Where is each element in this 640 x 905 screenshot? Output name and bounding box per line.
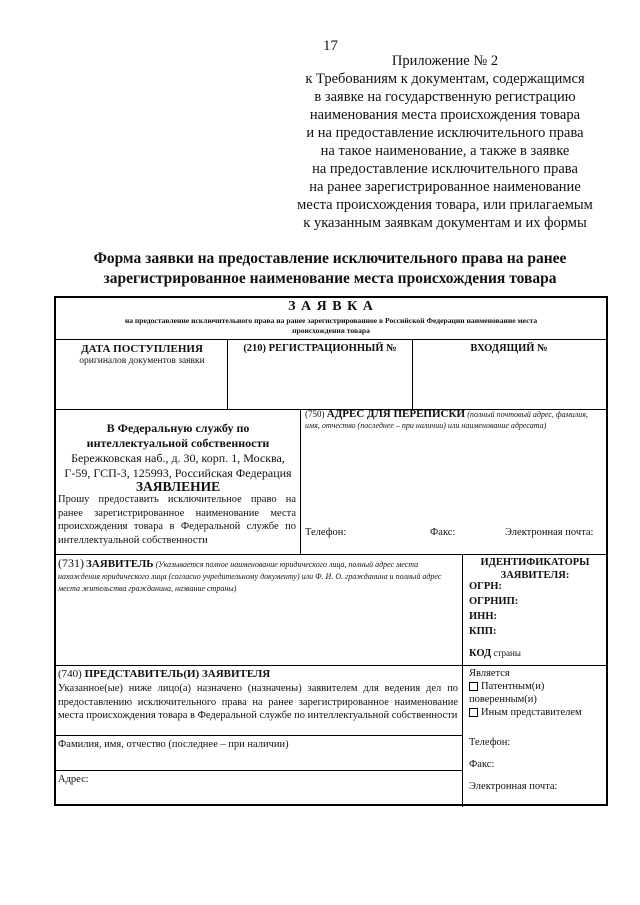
correspondence-hint: (полный почтовый адрес, фамилия, имя, отчество (последнее – при наличии) или наименование адресата) [305, 410, 588, 430]
option-patent-attorney-line2: поверенным(и) [469, 694, 537, 705]
applicant-code: (731) [58, 556, 84, 570]
representative-address-label: Адрес: [58, 774, 89, 785]
identifiers-title-line2: ЗАЯВИТЕЛЯ: [500, 570, 570, 581]
page-number: 17 [323, 38, 338, 54]
divider [300, 409, 301, 554]
registration-number-label: (210) РЕГИСТРАЦИОННЫЙ № [243, 343, 397, 354]
date-received-sublabel: оригиналов документов заявки [79, 356, 205, 366]
country-code-bold: КОД [469, 648, 492, 659]
divider [56, 665, 606, 666]
correspondence-title: АДРЕС ДЛЯ ПЕРЕПИСКИ [326, 408, 466, 420]
correspondence-fax-label: Факс: [430, 527, 456, 538]
statement-text: Прошу предоставить исключительное право на ранее зарегистрированное наименование места происхождения товара в Федеральной службе по интеллектуальной собственности [58, 494, 296, 546]
option-other-representative[interactable] [469, 707, 582, 718]
applicant-hint: (Указывается полное наименование юридического лица, полный адрес места нахождения юридического лица (согласно учредительному документу) или Ф. И. О. гражданина и полный адрес места жительства гражданина, название страны) [58, 560, 442, 593]
divider [227, 339, 228, 409]
form-title-line1: Форма заявки на предоставление исключительного права на ранее [93, 250, 567, 267]
addressee-address2: Г-59, ГСП-3, 125993, Российская Федерация [64, 466, 292, 480]
inn-label: ИНН: [469, 611, 497, 622]
appendix-line: и на предоставление исключительного права [306, 125, 584, 141]
applicant-title: ЗАЯВИТЕЛЬ [86, 558, 154, 570]
divider [56, 554, 606, 555]
appendix-line: в заявке на государственную регистрацию [314, 89, 576, 105]
representative-is-label: Является [469, 668, 510, 679]
addressee-line1: В Федеральную службу по [106, 421, 250, 435]
application-form [54, 296, 608, 806]
representative-phone-label: Телефон: [469, 737, 511, 748]
applicant-block [58, 557, 458, 595]
country-code-rest: страны [491, 648, 521, 658]
ogrnip-label: ОГРНИП: [469, 596, 519, 607]
country-code-label [469, 648, 521, 659]
applicant-identifiers-title [464, 556, 606, 582]
option-patent-attorney-label: Патентным(и) [481, 681, 545, 692]
divider [56, 735, 463, 736]
representative-title: ПРЕДСТАВИТЕЛЬ(И) ЗАЯВИТЕЛЯ [84, 668, 271, 680]
appendix-line: на такое наименование, а также в заявке [320, 143, 570, 159]
checkbox-icon[interactable] [469, 708, 478, 717]
representative-email-label: Электронная почта: [469, 781, 558, 792]
appendix-line: к указанным заявкам документам и их формы [303, 215, 587, 231]
kpp-label: КПП: [469, 626, 497, 637]
appendix-line: к Требованиям к документам, содержащимся [305, 71, 585, 87]
representative-text: Указанное(ые) ниже лицо(а) назначено (назначены) заявителем для ведения дел по предоставлению исключительного права на ранее зарегистрированное наименование места происхождения товара в Федеральной службе по интеллектуальной собственности [58, 683, 458, 721]
form-header-subtitle2: происхождения товара [292, 326, 370, 335]
addressee-line2: интеллектуальной собственности [86, 436, 270, 450]
appendix-line: на ранее зарегистрированное наименование [309, 179, 581, 195]
correspondence-address-label [305, 409, 603, 431]
checkbox-icon[interactable] [469, 682, 478, 691]
divider [56, 770, 463, 771]
appendix-title: Приложение № 2 [391, 53, 499, 69]
appendix-line: наименования места происхождения товара [309, 107, 581, 123]
divider [56, 339, 606, 340]
statement-title: ЗАЯВЛЕНИЕ [135, 479, 221, 494]
appendix-block [285, 52, 605, 232]
form-title [60, 249, 600, 289]
representative-code: (740) [58, 668, 82, 680]
appendix-line: на предоставление исключительного права [312, 161, 578, 177]
correspondence-phone-label: Телефон: [305, 527, 347, 538]
identifiers-title-line1: ИДЕНТИФИКАТОРЫ [480, 557, 590, 568]
representative-fax-label: Факс: [469, 759, 495, 770]
option-patent-attorney[interactable] [469, 681, 544, 692]
correspondence-email-label: Электронная почта: [505, 527, 594, 538]
form-header-title: З А Я В К А [288, 299, 374, 314]
form-title-line2: зарегистрированное наименование места происхождения товара [103, 270, 557, 287]
representative-name-label: Фамилия, имя, отчество (последнее – при наличии) [58, 739, 289, 750]
ogrn-label: ОГРН: [469, 581, 502, 592]
addressee-address1: Бережковская наб., д. 30, корп. 1, Москва, [71, 451, 285, 465]
incoming-number-label: ВХОДЯЩИЙ № [470, 343, 548, 354]
representative-header [58, 668, 458, 680]
divider [412, 339, 413, 409]
form-header-subtitle: на предоставление исключительного права на ранее зарегистрированное в Российской Федерации наименование места [124, 316, 538, 325]
correspondence-code: (750) [305, 409, 325, 419]
date-received-label: ДАТА ПОСТУПЛЕНИЯ [81, 343, 203, 355]
option-other-representative-label: Иным представителем [481, 707, 582, 718]
appendix-line: места происхождения товара, или прилагаемым [297, 197, 593, 213]
